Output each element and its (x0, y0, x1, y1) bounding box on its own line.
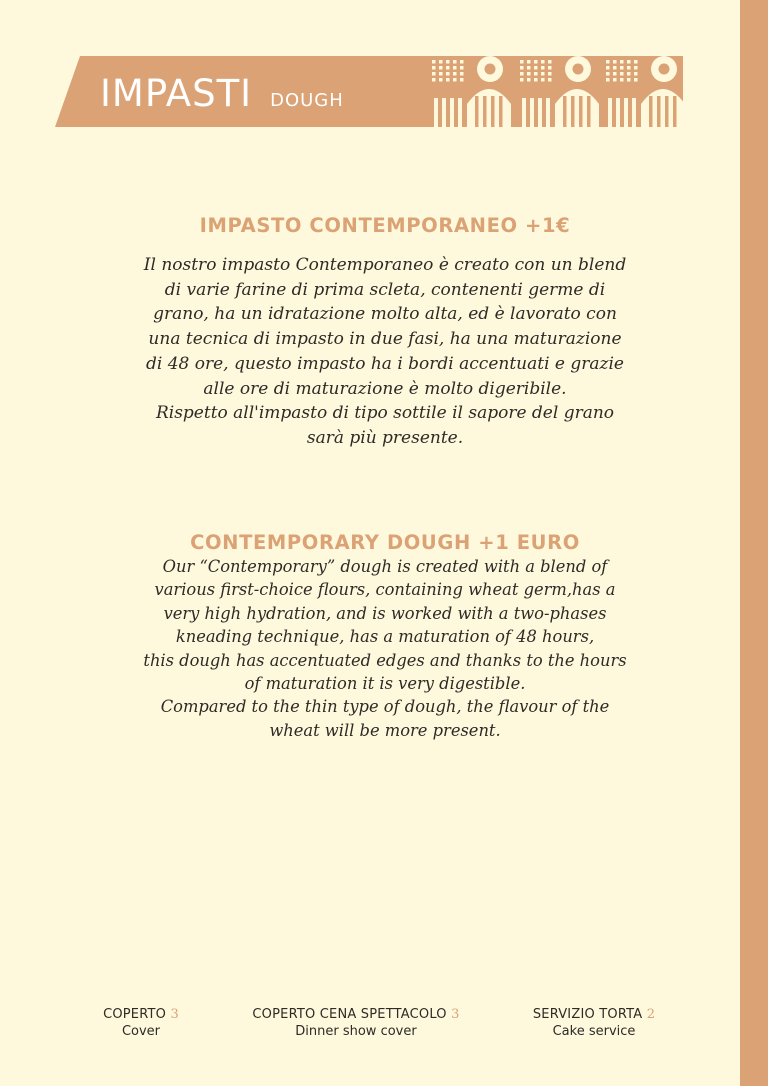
footer-cake-service (514, 1006, 674, 1040)
footer-translation: Cake service (552, 1024, 636, 1039)
header-banner (0, 0, 768, 140)
body-line: wheat will be more present. (269, 720, 501, 740)
body-line: di 48 ore, questo impasto ha i bordi accentuati e grazie (146, 353, 624, 374)
footer-translation: Dinner show cover (295, 1024, 417, 1039)
footer-price: 2 (646, 1007, 656, 1022)
page-title-sub: DOUGH (270, 90, 344, 111)
page-title-main: IMPASTI (100, 72, 253, 115)
section-english (100, 531, 670, 742)
body-line: very high hydration, and is worked with a two-phases (163, 603, 607, 623)
body-line: Rispetto all'impasto di tipo sottile il sapore del grano (155, 403, 615, 424)
body-line: Il nostro impasto Contemporaneo è creato con un blend (143, 255, 627, 275)
footer-label: COPERTO CENA SPETTACOLO (252, 1007, 447, 1022)
body-line: Our “Contemporary” dough is created with a blend of (162, 557, 608, 576)
side-stripe (740, 0, 768, 1086)
body-line: various first-choice flours, containing wheat germ,has a (154, 580, 616, 600)
section-italian (100, 214, 670, 451)
body-line: una tecnica di impasto in due fasi, ha una maturazione (148, 329, 622, 350)
section-body (100, 253, 670, 451)
footer-label: SERVIZIO TORTA (532, 1007, 643, 1022)
page-title (100, 72, 344, 116)
body-line: this dough has accentuated edges and thanks to the hours (143, 650, 627, 670)
section-heading: CONTEMPORARY DOUGH +1 EURO (190, 531, 580, 554)
footer-dinner-show (228, 1006, 484, 1040)
section-heading: IMPASTO CONTEMPORANEO +1€ (199, 214, 571, 237)
footer-price: 3 (170, 1007, 179, 1022)
section-body (100, 555, 670, 742)
footer-label: COPERTO (103, 1007, 167, 1022)
footer-coperto (80, 1006, 202, 1040)
body-line: Compared to the thin type of dough, the flavour of the (160, 697, 610, 717)
body-line: sarà più presente. (306, 427, 464, 448)
body-line: of maturation it is very digestible. (244, 674, 526, 694)
body-line: alle ore di maturazione è molto digeribile. (203, 378, 567, 399)
footer-translation: Cover (121, 1024, 161, 1039)
body-line: grano, ha un idratazione molto alta, ed è lavorato con (153, 304, 617, 325)
footer-price: 3 (451, 1007, 460, 1022)
body-line: kneading technique, has a maturation of 48 hours, (175, 627, 595, 647)
body-line: di varie farine di prima scleta, contenenti germe di (164, 279, 606, 300)
